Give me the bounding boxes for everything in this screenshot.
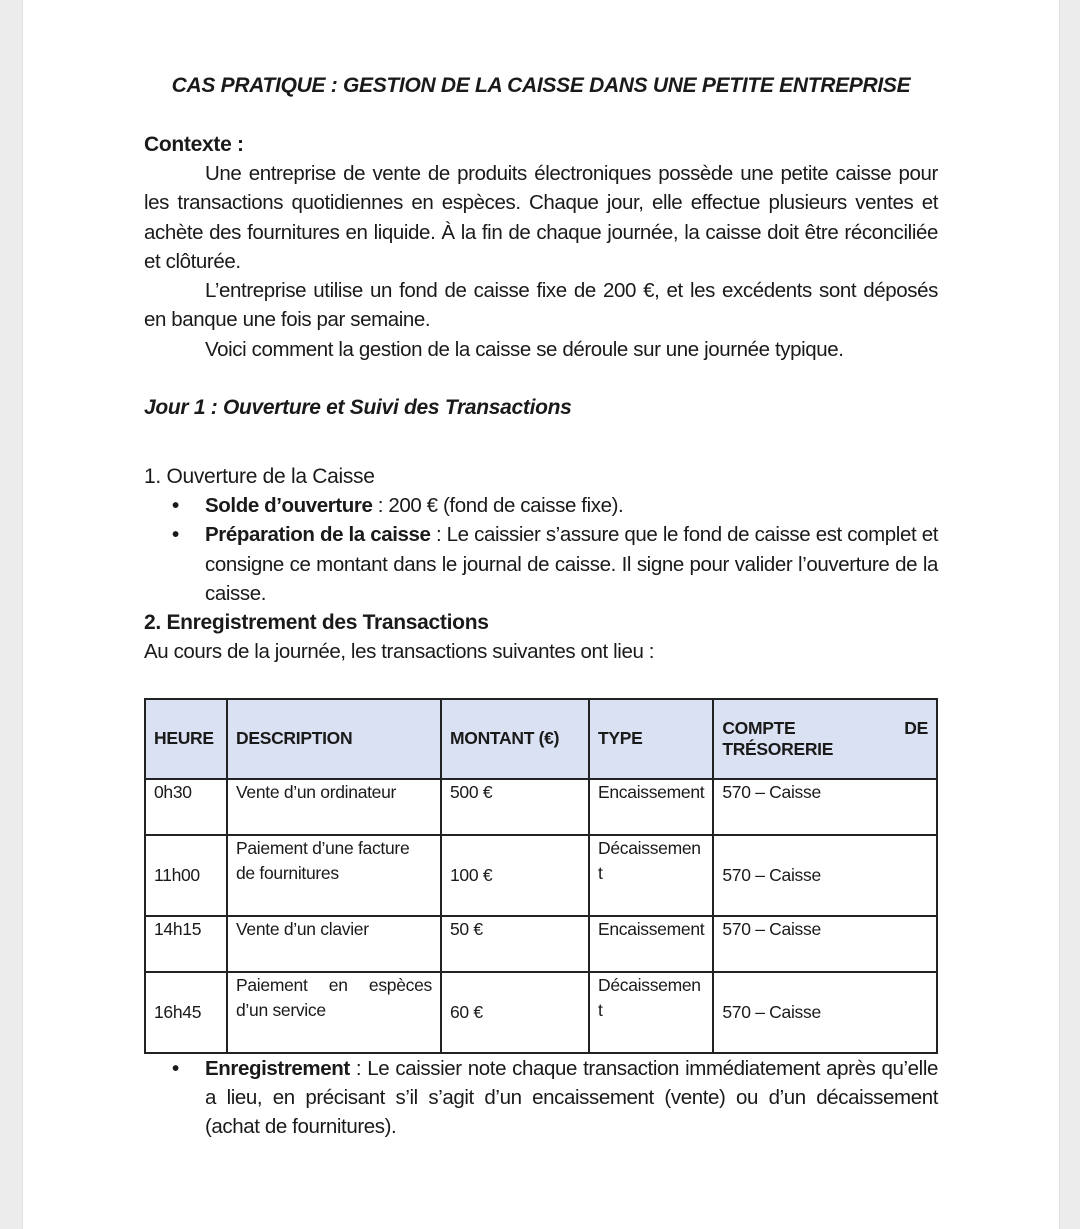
section1-bullet-list bbox=[144, 491, 938, 608]
cell-montant: 100 € bbox=[441, 835, 589, 916]
header-de-word: DE bbox=[904, 717, 928, 738]
bullet-label: Enregistrement bbox=[205, 1056, 350, 1080]
cell-heure: 11h00 bbox=[145, 835, 227, 916]
bullet-text: : Le caissier note chaque transaction immédiatement après qu’elle a lieu, en précisant s’il s’agit d’un encaissement (vente) ou d’un décaissement (achat de fournitures). bbox=[205, 1056, 938, 1139]
cell-description: Vente d’un ordinateur bbox=[227, 779, 441, 835]
header-compte-tresorerie bbox=[713, 699, 937, 779]
cell-description: Paiement d’une facture de fournitures bbox=[227, 835, 441, 916]
table-row bbox=[145, 916, 937, 972]
table-row bbox=[145, 779, 937, 835]
jour-heading: Jour 1 : Ouverture et Suivi des Transactions bbox=[144, 396, 572, 420]
header-compte-word: COMPTE bbox=[722, 717, 796, 738]
header-montant: MONTANT (€) bbox=[441, 699, 589, 779]
cell-montant: 500 € bbox=[441, 779, 589, 835]
transactions-table bbox=[144, 698, 938, 1054]
bullet-preparation-caisse bbox=[144, 520, 938, 608]
header-tresorerie-word: TRÉSORERIE bbox=[722, 738, 834, 759]
table-header-row bbox=[145, 699, 937, 779]
section1-heading: 1. Ouverture de la Caisse bbox=[144, 465, 375, 489]
cell-montant: 60 € bbox=[441, 972, 589, 1053]
cell-type: Décaissement bbox=[589, 972, 713, 1053]
contexte-paragraph-2: L’entreprise utilise un fond de caisse fixe de 200 €, et les excédents sont déposés en banque une fois par semaine. bbox=[144, 279, 938, 332]
bullet-dot: • bbox=[172, 494, 179, 518]
cell-heure: 14h15 bbox=[145, 916, 227, 972]
cell-description: Vente d’un clavier bbox=[227, 916, 441, 972]
header-description: DESCRIPTION bbox=[227, 699, 441, 779]
contexte-paragraph-3: Voici comment la gestion de la caisse se déroule sur une journée typique. bbox=[205, 337, 844, 361]
bullet-solde-ouverture bbox=[144, 491, 938, 520]
cell-heure: 0h30 bbox=[145, 779, 227, 835]
bullet-enregistrement bbox=[144, 1054, 938, 1142]
enregistrement-bullet-list bbox=[144, 1054, 938, 1142]
table-row bbox=[145, 835, 937, 916]
section2-intro: Au cours de la journée, les transactions suivantes ont lieu : bbox=[144, 640, 655, 664]
cell-heure: 16h45 bbox=[145, 972, 227, 1053]
cell-montant: 50 € bbox=[441, 916, 589, 972]
cell-description: Paiement en espèces d’un service bbox=[227, 972, 441, 1053]
document-content bbox=[144, 74, 938, 1141]
cell-compte: 570 – Caisse bbox=[713, 779, 937, 835]
cell-type: Encaissement bbox=[589, 779, 713, 835]
document-page bbox=[22, 0, 1060, 1229]
cell-compte: 570 – Caisse bbox=[713, 916, 937, 972]
bullet-text: : Le caissier s’assure que le fond de caisse est complet et consigne ce montant dans le journal de caisse. Il signe pour valider l’ouverture de la caisse. bbox=[205, 523, 938, 605]
bullet-label: Préparation de la caisse bbox=[205, 523, 431, 547]
contexte-heading: Contexte : bbox=[144, 133, 244, 156]
cell-compte: 570 – Caisse bbox=[713, 835, 937, 916]
cell-type: Décaissement bbox=[589, 835, 713, 916]
table-row bbox=[145, 972, 937, 1053]
header-type: TYPE bbox=[589, 699, 713, 779]
document-title: CAS PRATIQUE : GESTION DE LA CAISSE DANS UNE PETITE ENTREPRISE bbox=[171, 74, 911, 97]
bullet-text: : 200 € (fond de caisse fixe). bbox=[372, 494, 624, 518]
bullet-dot: • bbox=[172, 1056, 179, 1080]
bullet-dot: • bbox=[172, 523, 179, 547]
contexte-paragraph-1: Une entreprise de vente de produits électroniques possède une petite caisse pour les transactions quotidiennes en espèces. Chaque jour, elle effectue plusieurs ventes et achète des fournitures en liquide. À la fin de chaque journée, la caisse doit être réconciliée et clôturée. bbox=[144, 162, 938, 273]
section2-heading: 2. Enregistrement des Transactions bbox=[144, 611, 489, 635]
bullet-label: Solde d’ouverture bbox=[205, 494, 373, 518]
cell-compte: 570 – Caisse bbox=[713, 972, 937, 1053]
cell-type: Encaissement bbox=[589, 916, 713, 972]
header-heure: HEURE bbox=[145, 699, 227, 779]
